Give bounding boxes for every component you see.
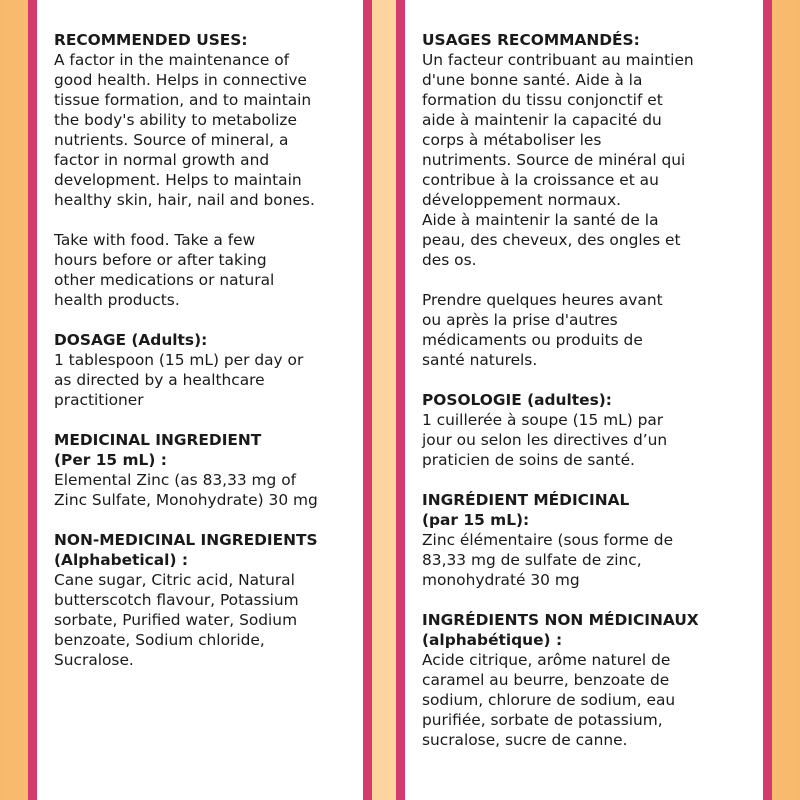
usages-recommandes-heading: USAGES RECOMMANDÉS: <box>422 31 640 49</box>
recommended-uses-heading: RECOMMENDED USES: <box>54 31 248 49</box>
usages-recommandes-text: Un facteur contribuant au maintien d'une bonne santé. Aide à la formation du tissu conjonctif et aide à maintenir la capacité du corps à métaboliser les nutriments. Source de minéral qui contribue à la croissance et au développement normaux. Aide à maintenir la santé de la peau, des cheveux, des ongles et des os. <box>422 51 694 269</box>
medicinal-ingredient-text: Elemental Zinc (as 83,33 mg of Zinc Sulfate, Monohydrate) 30 mg <box>54 471 318 509</box>
prise-note-text: Prendre quelques heures avant ou après la prise d'autres médicaments ou produits de santé naturels. <box>422 291 663 369</box>
dosage-heading: DOSAGE (Adults): <box>54 331 208 349</box>
usages-recommandes-section <box>422 30 762 270</box>
non-medicinal-ingredients-heading: NON-MEDICINAL INGREDIENTS (Alphabetical) : <box>54 531 318 569</box>
posologie-heading: POSOLOGIE (adultes): <box>422 391 612 409</box>
ingredients-non-medicinaux-section <box>422 610 762 750</box>
english-column <box>54 30 354 670</box>
prise-note-section <box>422 290 762 370</box>
non-medicinal-ingredients-section <box>54 530 354 670</box>
food-note-text: Take with food. Take a few hours before or after taking other medications or natural health products. <box>54 231 275 309</box>
dosage-section <box>54 330 354 410</box>
medicinal-ingredient-heading: MEDICINAL INGREDIENT (Per 15 mL) : <box>54 431 262 469</box>
food-note-section <box>54 230 354 310</box>
french-column <box>422 30 762 750</box>
ingredients-non-medicinaux-heading: INGRÉDIENTS NON MÉDICINAUX (alphabétique) : <box>422 611 699 649</box>
ingredient-medicinal-text: Zinc élémentaire (sous forme de 83,33 mg de sulfate de zinc, monohydraté 30 mg <box>422 531 674 589</box>
posologie-text: 1 cuillerée à soupe (15 mL) par jour ou selon les directives d’un praticien de soins de santé. <box>422 411 668 469</box>
ingredients-non-medicinaux-text: Acide citrique, arôme naturel de caramel au beurre, benzoate de sodium, chlorure de sodium, eau purifiée, sorbate de potassium, sucralose, sucre de canne. <box>422 651 676 749</box>
ingredient-medicinal-heading: INGRÉDIENT MÉDICINAL (par 15 mL): <box>422 491 630 529</box>
non-medicinal-ingredients-text: Cane sugar, Citric acid, Natural butterscotch flavour, Potassium sorbate, Purified water, Sodium benzoate, Sodium chloride, Sucralose. <box>54 571 299 669</box>
recommended-uses-text: A factor in the maintenance of good health. Helps in connective tissue formation, and to maintain the body's ability to metabolize nutrients. Source of mineral, a factor in normal growth and development. Helps to maintain healthy skin, hair, nail and bones. <box>54 51 315 209</box>
medicinal-ingredient-section <box>54 430 354 510</box>
ingredient-medicinal-section <box>422 490 762 590</box>
posologie-section <box>422 390 762 470</box>
recommended-uses-section <box>54 30 354 210</box>
dosage-text: 1 tablespoon (15 mL) per day or as directed by a healthcare practitioner <box>54 351 304 409</box>
